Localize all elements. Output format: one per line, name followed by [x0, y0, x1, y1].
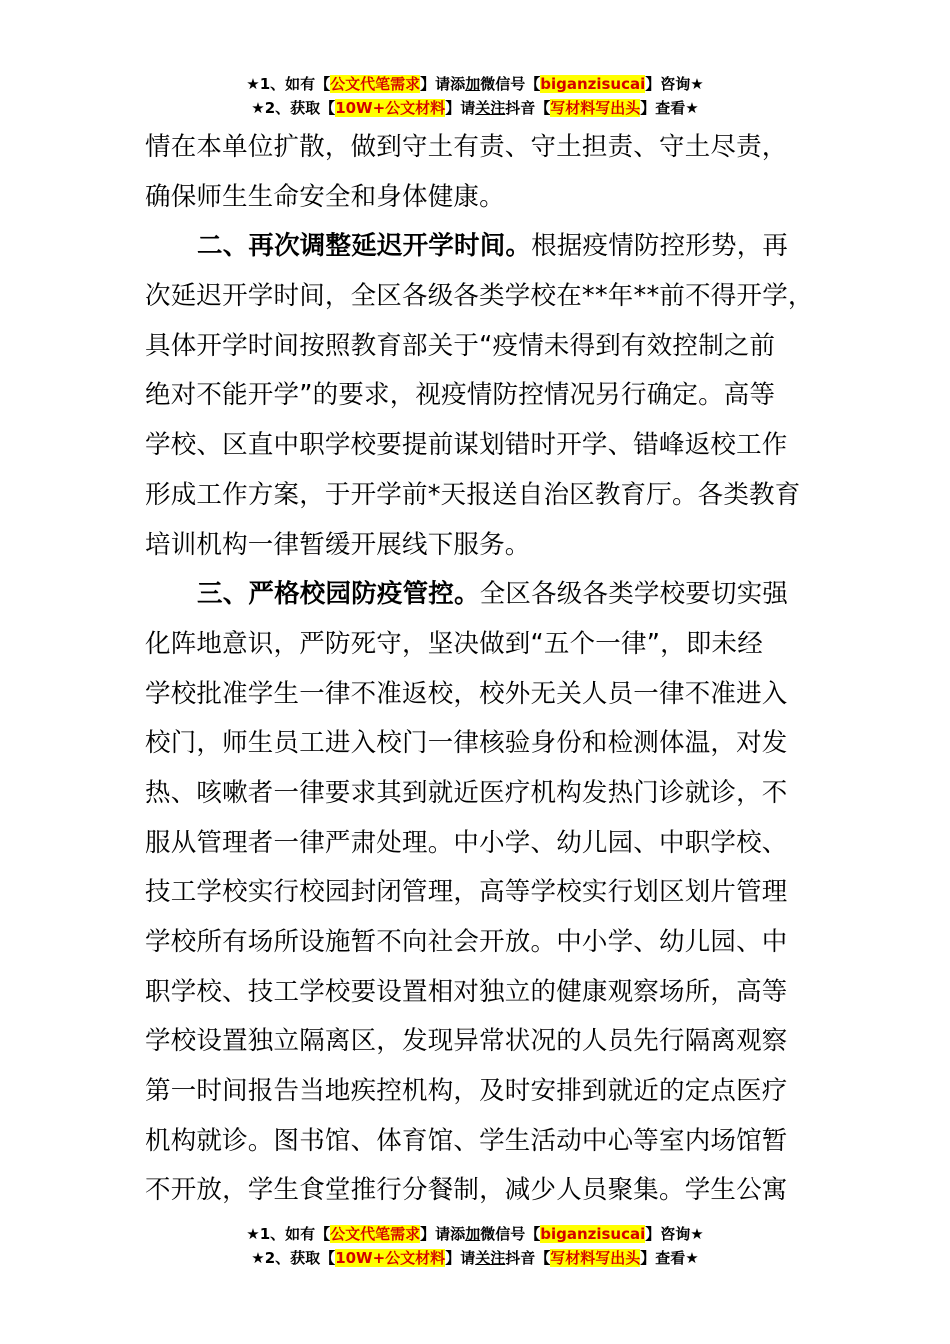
ad-text: 】查看★ [640, 99, 699, 117]
ad-highlight: 10W+公文材料 [335, 99, 446, 117]
text-line [145, 620, 815, 670]
ad-line-2 [0, 96, 950, 120]
ad-text: 】请 [445, 99, 476, 117]
ad-highlight: biganzisucai [540, 1225, 646, 1243]
text-line [145, 719, 815, 769]
text-line [145, 918, 815, 968]
ad-highlight: 公文代笔需求 [330, 75, 421, 93]
ad-underlined-text: 关注 [475, 1249, 506, 1267]
text-line [145, 968, 815, 1018]
text-line [145, 471, 815, 521]
ad-line-2 [0, 1246, 950, 1270]
document-body [145, 123, 815, 1216]
text-line [145, 819, 815, 869]
section-heading-line [145, 222, 815, 272]
line-text: 第一时间报告当地疾控机构，及时安排到就近的定点医疗 [145, 1076, 788, 1107]
ad-text: 微信号【 [480, 75, 541, 93]
ad-underlined-text: 加 [465, 75, 481, 93]
text-line [145, 1166, 815, 1216]
ad-text: 抖音【 [505, 1249, 551, 1267]
line-text: 学校、区直中职学校要提前谋划错时开学、错峰返校工作 [145, 430, 788, 461]
line-text: 化阵地意识，严防死守，坚决做到“五个一律”，即未经 [145, 628, 763, 659]
ad-text: 】请 [445, 1249, 476, 1267]
ad-highlight: 写材料写出头 [550, 99, 641, 117]
ad-text: ★2、获取【 [251, 1249, 336, 1267]
text-line [145, 421, 815, 471]
line-text: 不开放，学生食堂推行分餐制，减少人员聚集。学生公寓 [145, 1175, 788, 1206]
section-heading-line [145, 570, 815, 620]
ad-text: 抖音【 [505, 99, 551, 117]
text-line [145, 272, 815, 322]
line-text: 具体开学时间按照教育部关于“疫情未得到有效控制之前 [145, 330, 776, 361]
ad-underlined-text: 加 [465, 1225, 481, 1243]
line-text: 次延迟开学时间，全区各级各类学校在**年**前不得开学， [145, 281, 814, 312]
line-text: 职学校、技工学校要设置相对独立的健康观察场所，高等 [145, 976, 788, 1007]
text-line [145, 670, 815, 720]
ad-highlight: biganzisucai [540, 75, 646, 93]
line-text: 全区各级各类学校要切实强 [479, 579, 789, 610]
line-text: 形成工作方案，于开学前*天报送自治区教育厅。各类教育 [145, 479, 801, 510]
line-text: 服从管理者一律严肃处理。中小学、幼儿园、中职学校、 [145, 827, 788, 858]
text-line [145, 1067, 815, 1117]
text-line [145, 868, 815, 918]
text-line [145, 769, 815, 819]
line-text: 根据疫情防控形势，再 [531, 231, 789, 262]
ad-banner-top [0, 72, 950, 120]
line-text: 确保师生生命安全和身体健康。 [145, 181, 505, 212]
line-text: 学校设置独立隔离区，发现异常状况的人员先行隔离观察 [145, 1026, 788, 1057]
ad-text: 】请添 [420, 1225, 466, 1243]
ad-highlight: 10W+公文材料 [335, 1249, 446, 1267]
ad-underlined-text: 关注 [475, 99, 506, 117]
ad-text: 】咨询★ [645, 1225, 704, 1243]
ad-line-1 [0, 72, 950, 96]
ad-text: 】咨询★ [645, 75, 704, 93]
line-text: 校门，师生员工进入校门一律核验身份和检测体温，对发 [145, 728, 788, 759]
text-line [145, 1117, 815, 1167]
ad-banner-bottom [0, 1222, 950, 1270]
ad-text: 微信号【 [480, 1225, 541, 1243]
text-line [145, 521, 815, 571]
section-heading: 三、严格校园防疫管控。 [197, 579, 480, 610]
ad-text: 】请添 [420, 75, 466, 93]
ad-text: ★1、如有【 [246, 75, 331, 93]
ad-text: ★2、获取【 [251, 99, 336, 117]
line-text: 学校所有场所设施暂不向社会开放。中小学、幼儿园、中 [145, 927, 788, 957]
ad-highlight: 公文代笔需求 [330, 1225, 421, 1243]
text-line [145, 123, 815, 173]
text-line [145, 322, 815, 372]
ad-text: ★1、如有【 [246, 1225, 331, 1243]
ad-text: 】查看★ [640, 1249, 699, 1267]
line-text: 技工学校实行校园封闭管理，高等学校实行划区划片管理 [145, 877, 788, 908]
ad-line-1 [0, 1222, 950, 1246]
line-text: 培训机构一律暂缓开展线下服务。 [145, 529, 531, 560]
text-line [145, 173, 815, 223]
line-text: 热、咳嗽者一律要求其到就近医疗机构发热门诊就诊，不 [145, 777, 788, 808]
ad-highlight: 写材料写出头 [550, 1249, 641, 1267]
text-line [145, 371, 815, 421]
text-line [145, 1017, 815, 1067]
line-text: 情在本单位扩散，做到守土有责、守土担责、守土尽责， [145, 132, 788, 162]
line-text: 绝对不能开学”的要求，视疫情防控情况另行确定。高等 [145, 380, 776, 411]
line-text: 学校批准学生一律不准返校，校外无关人员一律不准进入 [145, 678, 788, 709]
section-heading: 二、再次调整延迟开学时间。 [197, 231, 532, 262]
line-text: 机构就诊。图书馆、体育馆、学生活动中心等室内场馆暂 [145, 1125, 788, 1156]
